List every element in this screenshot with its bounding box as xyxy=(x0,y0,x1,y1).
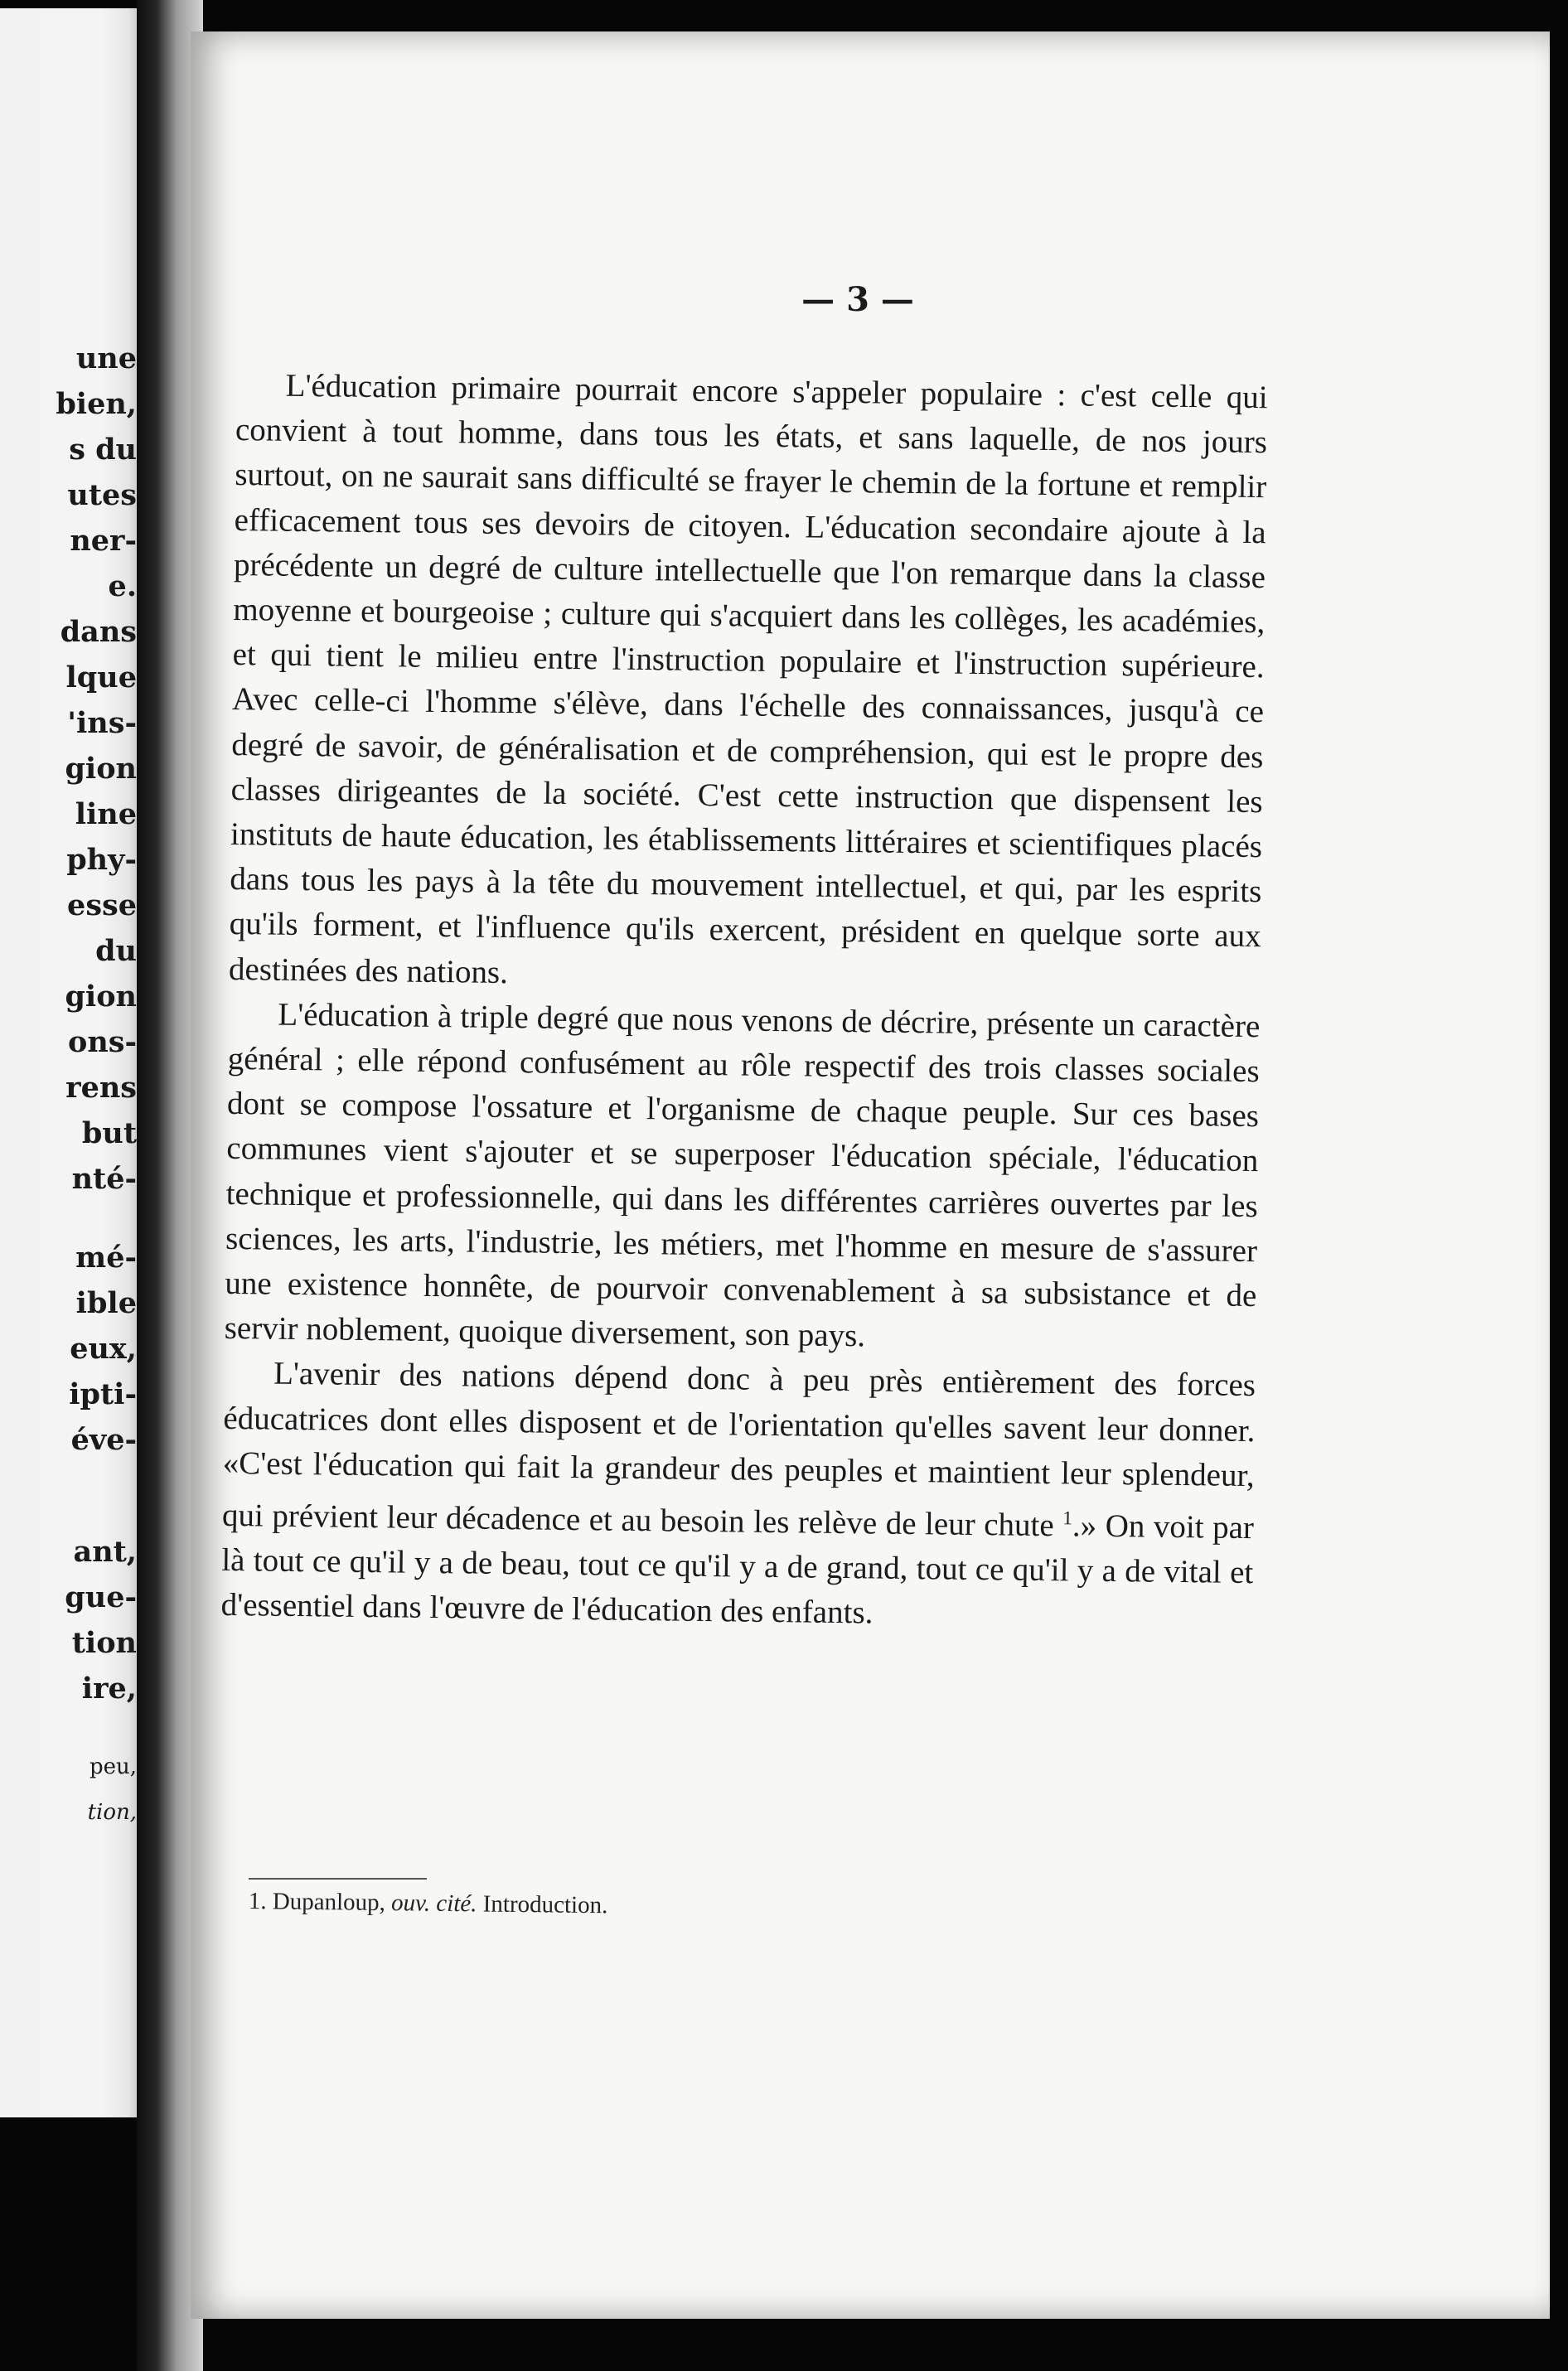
current-page xyxy=(191,31,1550,2319)
fragment: ire, xyxy=(81,1672,137,1706)
fragment: e. xyxy=(108,569,137,603)
fragment: ipti- xyxy=(69,1377,137,1411)
fragment: ons- xyxy=(67,1025,137,1059)
fragment: ant, xyxy=(73,1535,137,1569)
fragment: gue- xyxy=(65,1580,137,1614)
fragment: nté- xyxy=(71,1162,137,1196)
paragraph xyxy=(220,1351,1256,1640)
page-number: — 3 — xyxy=(801,280,914,319)
fragment-gap xyxy=(0,1711,137,1744)
body-text xyxy=(220,363,1268,1641)
paragraph-text: L'avenir des nations dépend donc à peu près entièrement des forces éducatrices dont elles disposent et de l'orientation qu'elles savent leur donner. «C'est l'éducation qui fait la grandeur des peuples et maintient leur splendeur, qui prévient leur décadence et au besoin les relève de leur chute xyxy=(221,1356,1256,1544)
fragment: du xyxy=(95,934,137,968)
footnote-reference: 1 xyxy=(1062,1507,1073,1530)
fragment: éve- xyxy=(70,1423,137,1457)
fragment: phy- xyxy=(66,843,137,877)
paragraph: L'éducation primaire pourrait encore s'appeler populaire : c'est celle qui convient à tout homme, dans tous les états, et sans laquelle, de nos jours surtout, on ne saurait sans difficulté se frayer le chemin de la fortune et remplir efficacement tous ses devoirs de citoyen. L'éducation secondaire ajoute à la précédente un degré de culture intellectuelle que l'on remarque dans la classe moyenne et bourgeoise ; culture qui s'acquiert dans les collèges, les académies, et qui tient le milieu entre l'instruction populaire et l'instruction supérieure. Avec celle-ci l'homme s'élève, dans l'échelle des connaissances, jusqu'à ce degré de savoir, de généralisation et de compréhension, qui est le propre des classes dirigeantes de la société. C'est cette instruction que dispensent les instituts de haute éducation, les établissements littéraires et scientifiques placés dans tous les pays à la tête du mouvement intellectuel, et qui, par les esprits qu'ils forment, et l'influence qu'ils exercent, président en quelque sorte aux destinées des nations. xyxy=(228,367,1268,990)
fragment: dans xyxy=(60,615,137,649)
fragment: rens xyxy=(65,1071,137,1105)
fragment: but xyxy=(81,1116,137,1150)
fragment: peu, xyxy=(89,1754,137,1779)
fragment: line xyxy=(75,797,137,831)
footnote-author: Dupanloup, xyxy=(272,1888,386,1917)
fragment: ible xyxy=(75,1286,137,1320)
fragment: utes xyxy=(67,478,137,512)
fragment: gion xyxy=(65,980,137,1014)
fragment: une xyxy=(75,341,137,375)
fragment: mé- xyxy=(75,1241,137,1275)
fragment: bien, xyxy=(56,387,137,421)
fragment-gap xyxy=(0,1202,137,1235)
fragment-gap xyxy=(0,1496,137,1529)
footnote-title: Introduction. xyxy=(482,1890,608,1919)
previous-page-edge xyxy=(0,8,145,2117)
footnote-divider xyxy=(249,1878,427,1880)
footnote xyxy=(249,1888,912,1923)
fragment: 'ins- xyxy=(67,706,137,740)
fragment: esse xyxy=(67,888,137,922)
footnote-ref: ouv. cité. xyxy=(390,1890,477,1918)
fragment: ner- xyxy=(70,524,137,558)
paragraph-text: .» On voit par là tout ce qu'il y a de beau, tout ce qu'il y a de grand, tout ce qu'il y a de vital et d'essentiel dans l'œuvre de l'éducation des enfants. xyxy=(220,1507,1255,1631)
fragment: s du xyxy=(69,433,137,467)
fragment-gap xyxy=(0,1463,137,1496)
fragment: eux, xyxy=(70,1332,137,1366)
fragment: lque xyxy=(65,660,137,694)
paragraph: L'éducation à triple degré que nous venons de décrire, présente un caractère général ; elle répond confusément au rôle respectif des trois classes sociales dont se compose l'ossature et l'organisme de chaque peuple. Sur ces bases communes vient s'ajouter et se superposer l'éducation spéciale, l'éducation technique et professionnelle, qui dans les différentes carrières ouvertes par les sciences, les arts, l'industrie, les métiers, met l'homme en mesure de s'assurer une existence honnête, de pourvoir convenablement à sa subsistance et de servir noblement, quoique diversement, son pays. xyxy=(224,996,1261,1354)
fragment: tion, xyxy=(87,1800,137,1825)
previous-page-text-fragments xyxy=(0,336,137,1836)
fragment: gion xyxy=(65,752,137,786)
footnote-number: 1. xyxy=(248,1888,267,1915)
fragment: tion xyxy=(71,1626,137,1660)
